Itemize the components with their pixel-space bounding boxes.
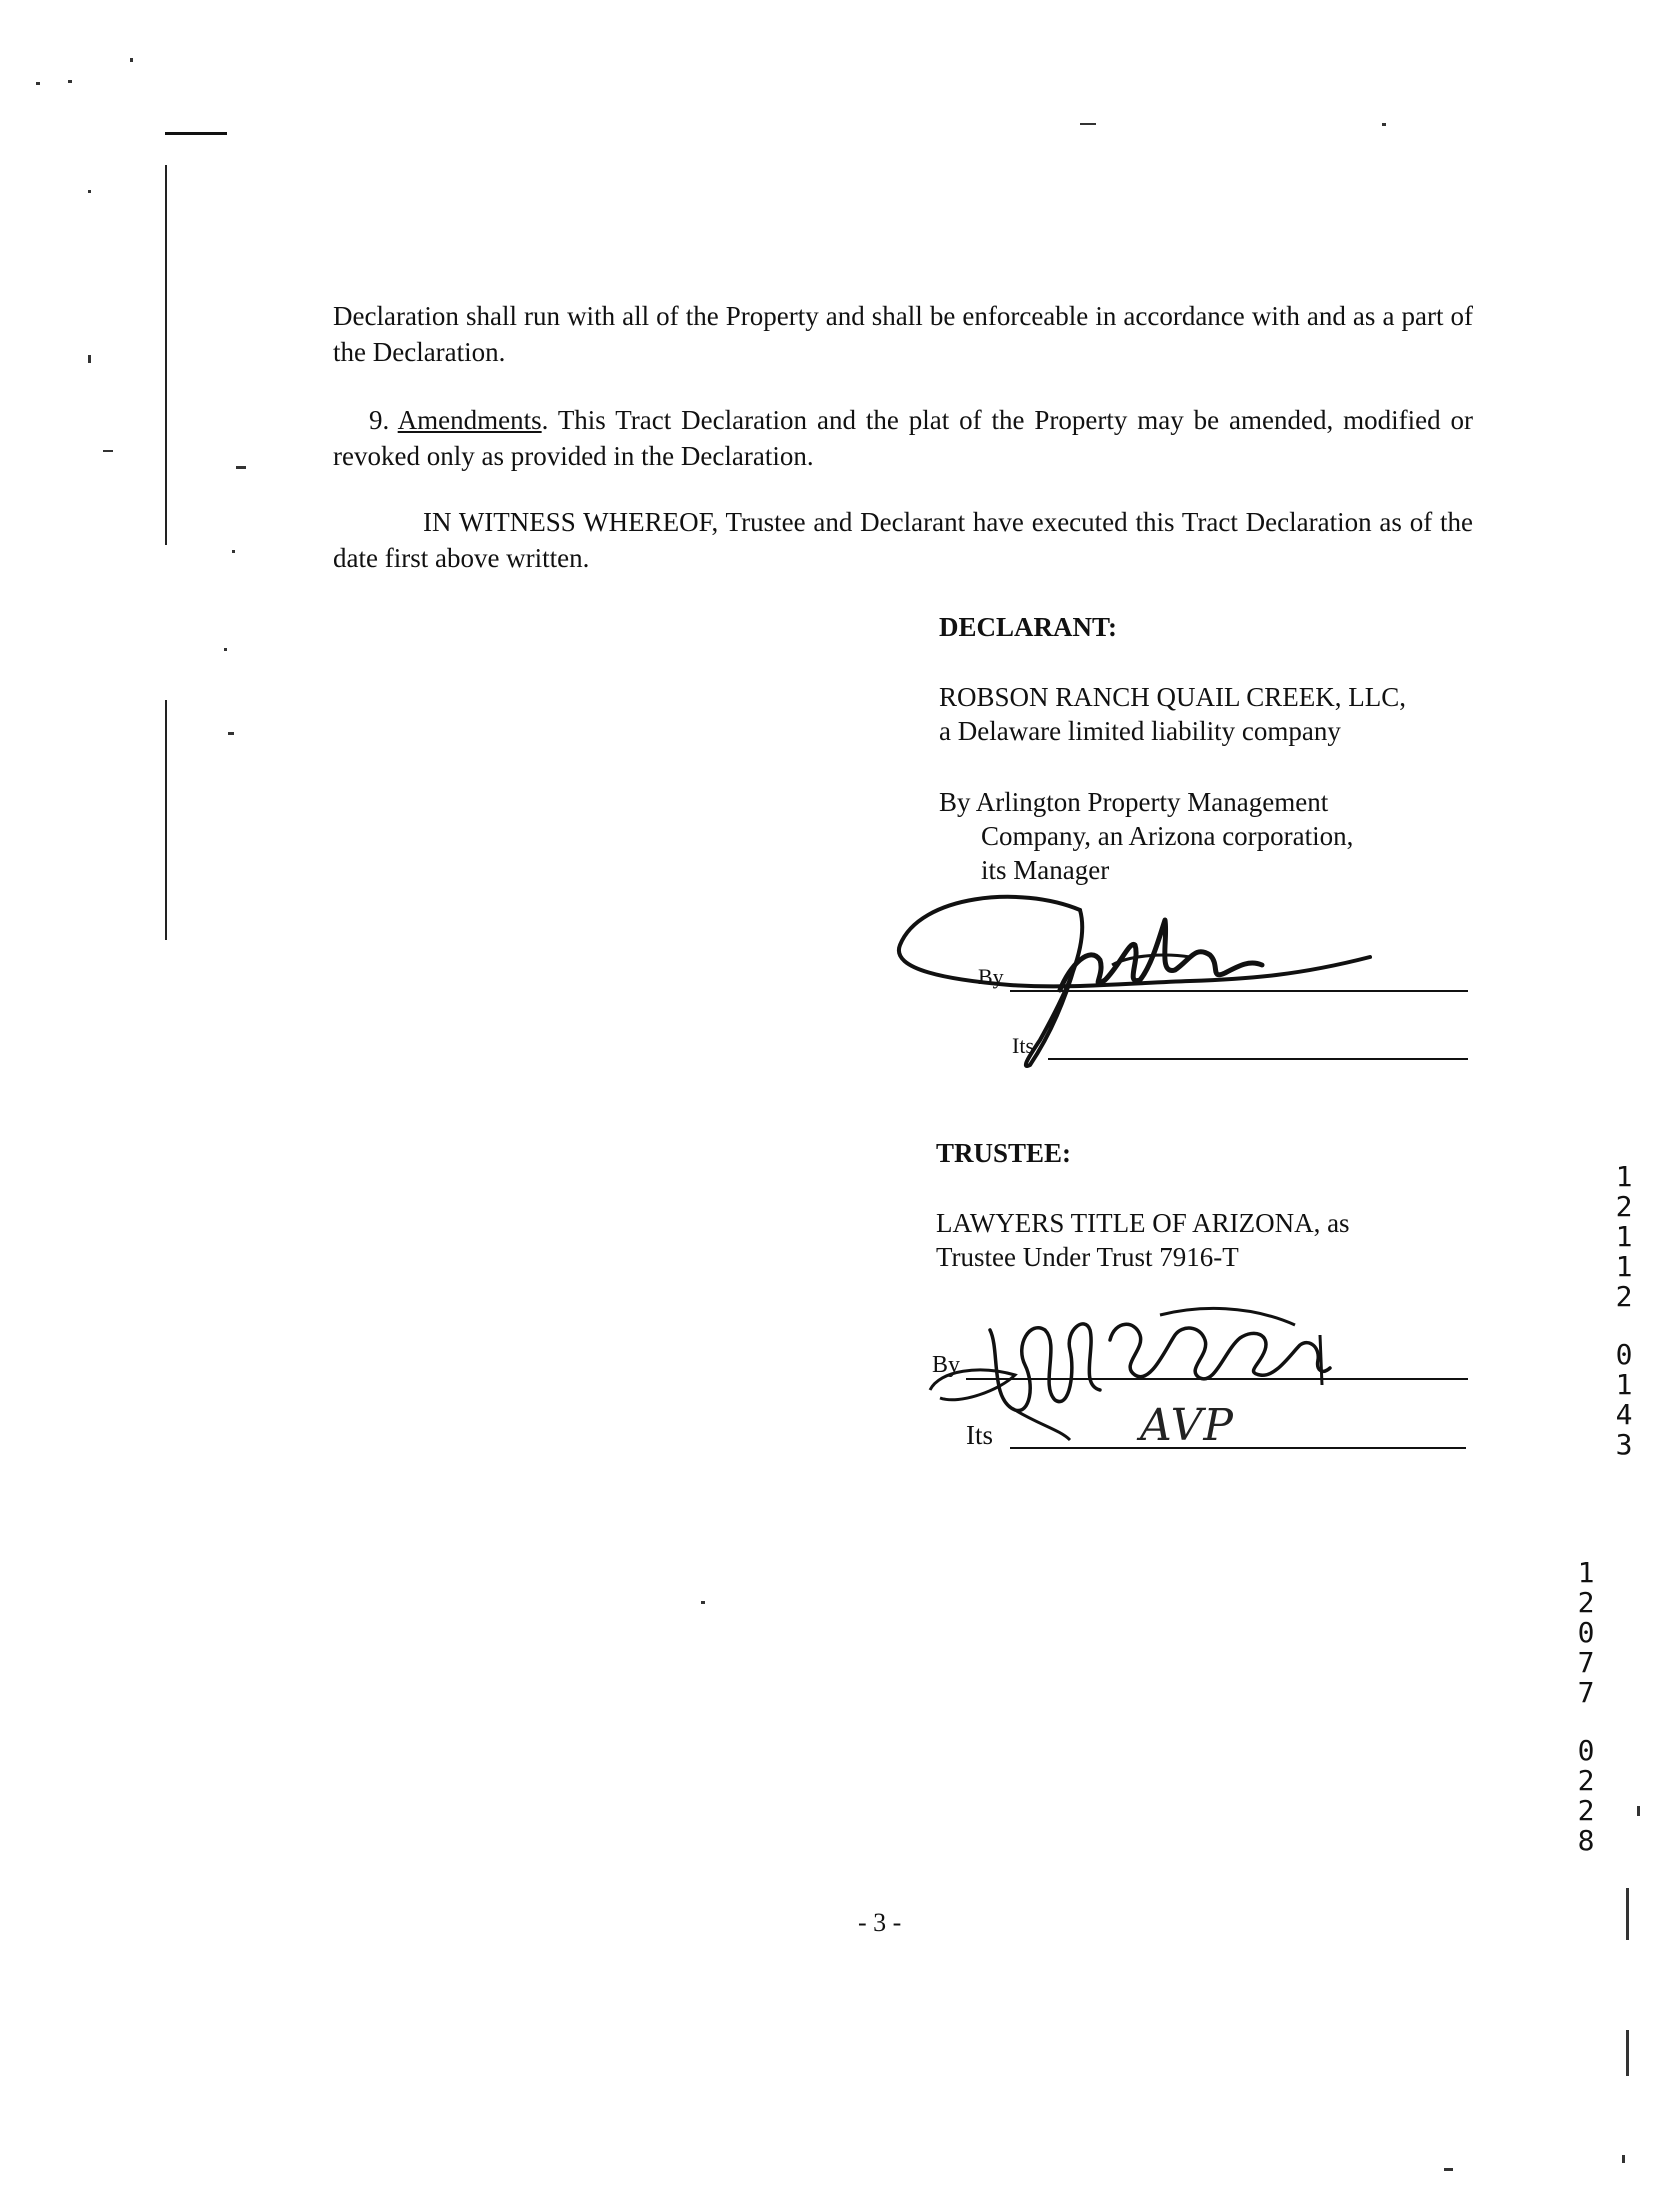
record-digit: 2 xyxy=(1577,1794,1595,1827)
scan-speck xyxy=(1626,2030,1629,2076)
trustee-name: LAWYERS TITLE OF ARIZONA, as xyxy=(936,1208,1350,1238)
scan-speck xyxy=(1637,1806,1640,1816)
section-text: . This Tract Declaration and the plat of the Property may be amended, modified or revoked only as provided in the Declaration. xyxy=(333,405,1473,471)
scan-speck xyxy=(232,550,235,553)
record-digit: 1 xyxy=(1615,1368,1633,1401)
declarant-manager-line2: Company, an Arizona corporation, xyxy=(981,821,1354,851)
declarant-manager-line1: By Arlington Property Management xyxy=(939,787,1329,817)
margin-top-tick xyxy=(165,132,227,135)
declarant-company-name: ROBSON RANCH QUAIL CREEK, LLC, xyxy=(939,682,1407,712)
record-digit: 2 xyxy=(1577,1764,1595,1797)
section-heading: Amendments xyxy=(397,405,542,435)
record-digit-gap xyxy=(1604,1312,1644,1340)
record-digit: 1 xyxy=(1615,1160,1633,1193)
scan-speck xyxy=(103,450,113,452)
scan-speck xyxy=(36,82,40,85)
recording-number-lower xyxy=(1566,1558,1606,1856)
continuation-paragraph: Declaration shall run with all of the Property and shall be enforceable in accordance with and as a part of the Declaration. xyxy=(333,301,1473,367)
record-digit: 8 xyxy=(1577,1824,1595,1857)
record-digit-gap xyxy=(1566,1708,1606,1736)
trustee-by-label: By xyxy=(932,1352,961,1378)
declarant-its-label: Its xyxy=(1012,1033,1034,1058)
margin-scan-bar xyxy=(165,165,167,545)
scan-speck xyxy=(1382,123,1386,126)
trustee-its-value: AVP xyxy=(1140,1400,1234,1451)
trustee-its-label: Its xyxy=(966,1420,993,1450)
scan-speck xyxy=(68,80,72,83)
record-digit: 0 xyxy=(1615,1338,1633,1371)
trustee-capacity: Trustee Under Trust 7916-T xyxy=(936,1242,1239,1272)
scan-speck xyxy=(1080,123,1096,125)
declarant-heading: DECLARANT: xyxy=(939,612,1118,642)
scan-speck xyxy=(701,1601,705,1604)
trustee-signature-icon xyxy=(920,1290,1340,1450)
recording-number-upper xyxy=(1604,1162,1644,1460)
scan-speck xyxy=(1626,1888,1629,1940)
record-digit: 1 xyxy=(1615,1220,1633,1253)
declarant-by-label: By xyxy=(978,964,1004,989)
record-digit: 7 xyxy=(1577,1676,1595,1709)
witness-paragraph: IN WITNESS WHEREOF, Trustee and Declarant have executed this Tract Declaration as of the date first above written. xyxy=(333,507,1473,573)
scan-speck xyxy=(1444,2168,1453,2171)
scan-speck xyxy=(228,732,234,735)
declarant-company-type: a Delaware limited liability company xyxy=(939,716,1341,746)
scan-speck xyxy=(224,648,227,651)
section-number: 9. xyxy=(369,405,390,435)
record-digit: 1 xyxy=(1577,1556,1595,1589)
margin-scan-bar-lower xyxy=(165,700,167,940)
record-digit: 0 xyxy=(1577,1734,1595,1767)
record-digit: 3 xyxy=(1615,1428,1633,1461)
record-digit: 2 xyxy=(1577,1586,1595,1619)
scan-speck xyxy=(88,190,91,193)
scan-speck xyxy=(88,355,91,363)
record-digit: 4 xyxy=(1615,1398,1633,1431)
section-9-amendments xyxy=(333,402,1473,474)
record-digit: 0 xyxy=(1577,1616,1595,1649)
declarant-signature-icon xyxy=(890,885,1350,1075)
scan-speck xyxy=(1622,2155,1625,2163)
record-digit: 1 xyxy=(1615,1250,1633,1283)
record-digit: 2 xyxy=(1615,1190,1633,1223)
record-digit: 7 xyxy=(1577,1646,1595,1679)
scan-speck xyxy=(236,466,246,469)
scan-speck xyxy=(130,58,133,62)
declarant-manager-line3: its Manager xyxy=(981,855,1110,885)
record-digit: 2 xyxy=(1615,1280,1633,1313)
trustee-heading: TRUSTEE: xyxy=(936,1138,1072,1168)
page-number: - 3 - xyxy=(858,1908,902,1937)
